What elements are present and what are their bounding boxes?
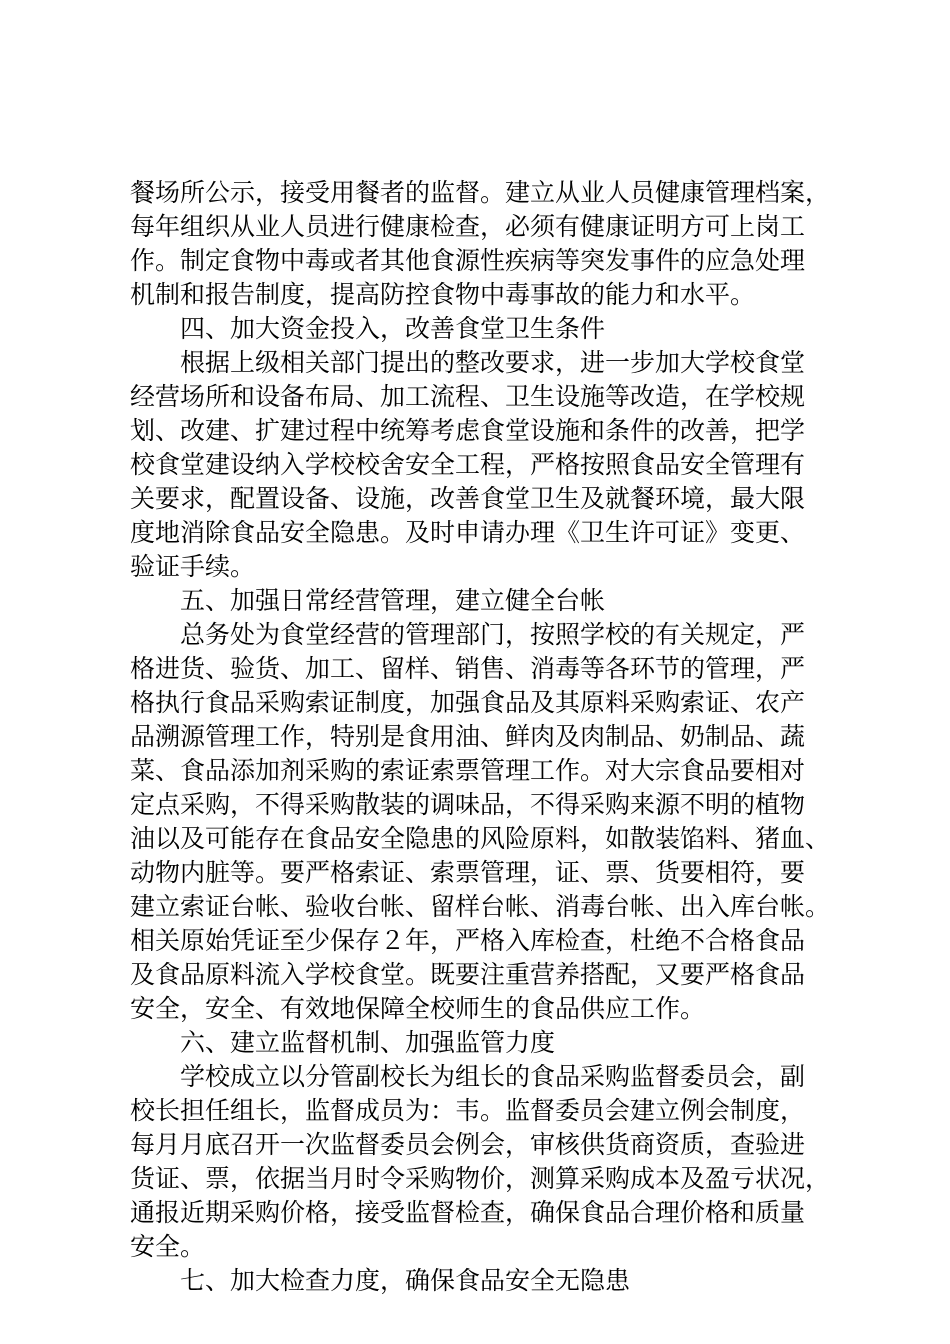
body-text-line: 安全，安全、有效地保障全校师生的食品供应工作。 [130, 994, 706, 1023]
body-text-line: 经营场所和设备布局、加工流程、卫生设施等改造，在学校规 [130, 382, 806, 411]
body-text-line: 及食品原料流入学校食堂。既要注重营养搭配，又要严格食品 [130, 960, 806, 989]
body-text-line: 动物内脏等。要严格索证、索票管理，证、票、货要相符，要 [130, 858, 806, 887]
body-text-line: 度地消除食品安全隐患。及时申请办理《卫生许可证》变更、 [130, 518, 806, 547]
body-text-line: 品溯源管理工作，特别是食用油、鲜肉及肉制品、奶制品、蔬 [130, 722, 806, 751]
section-heading-4: 四、加大资金投入，改善食堂卫生条件 [180, 314, 606, 343]
body-text-line: 定点采购，不得采购散装的调味品，不得采购来源不明的植物 [130, 790, 806, 819]
section-heading-7: 七、加大检查力度，确保食品安全无隐患 [180, 1266, 631, 1295]
body-text-line: 安全。 [130, 1232, 206, 1261]
body-text-line: 格执行食品采购索证制度，加强食品及其原料采购索证、农产 [130, 688, 806, 717]
body-text-line: 校食堂建设纳入学校校舍安全工程，严格按照食品安全管理有 [130, 450, 806, 479]
body-text-line: 菜、食品添加剂采购的索证索票管理工作。对大宗食品要相对 [130, 756, 806, 785]
body-text-line: 作。制定食物中毒或者其他食源性疾病等突发事件的应急处理 [130, 246, 806, 275]
body-text-line: 关要求，配置设备、设施，改善食堂卫生及就餐环境，最大限 [130, 484, 806, 513]
body-text-line: 餐场所公示，接受用餐者的监督。建立从业人员健康管理档案， [130, 178, 831, 207]
section-heading-6: 六、建立监督机制、加强监管力度 [180, 1028, 556, 1057]
body-text-line: 每月月底召开一次监督委员会例会，审核供货商资质，查验进 [130, 1130, 806, 1159]
body-text-line: 通报近期采购价格，接受监督检查，确保食品合理价格和质量 [130, 1198, 806, 1227]
body-text-line: 相关原始凭证至少保存２年，严格入库检查，杜绝不合格食品 [130, 926, 806, 955]
body-text-line: 格进货、验货、加工、留样、销售、消毒等各环节的管理，严 [130, 654, 806, 683]
body-text-line: 学校成立以分管副校长为组长的食品采购监督委员会，副 [180, 1062, 806, 1091]
body-text-line: 根据上级相关部门提出的整改要求，进一步加大学校食堂 [180, 348, 806, 377]
body-text-line: 油以及可能存在食品安全隐患的风险原料，如散装馅料、猪血、 [130, 824, 831, 853]
body-text-line: 机制和报告制度，提高防控食物中毒事故的能力和水平。 [130, 280, 756, 309]
body-text-line: 校长担任组长，监督成员为：韦。监督委员会建立例会制度， [130, 1096, 806, 1125]
body-text-line: 总务处为食堂经营的管理部门，按照学校的有关规定，严 [180, 620, 806, 649]
body-text-line: 验证手续。 [130, 552, 256, 581]
body-text-line: 每年组织从业人员进行健康检查，必须有健康证明方可上岗工 [130, 212, 806, 241]
section-heading-5: 五、加强日常经营管理，建立健全台帐 [180, 586, 606, 615]
body-text-line: 建立索证台帐、验收台帐、留样台帐、消毒台帐、出入库台帐。 [130, 892, 831, 921]
body-text-line: 货证、票，依据当月时令采购物价，测算采购成本及盈亏状况， [130, 1164, 831, 1193]
body-text-line: 划、改建、扩建过程中统筹考虑食堂设施和条件的改善，把学 [130, 416, 806, 445]
